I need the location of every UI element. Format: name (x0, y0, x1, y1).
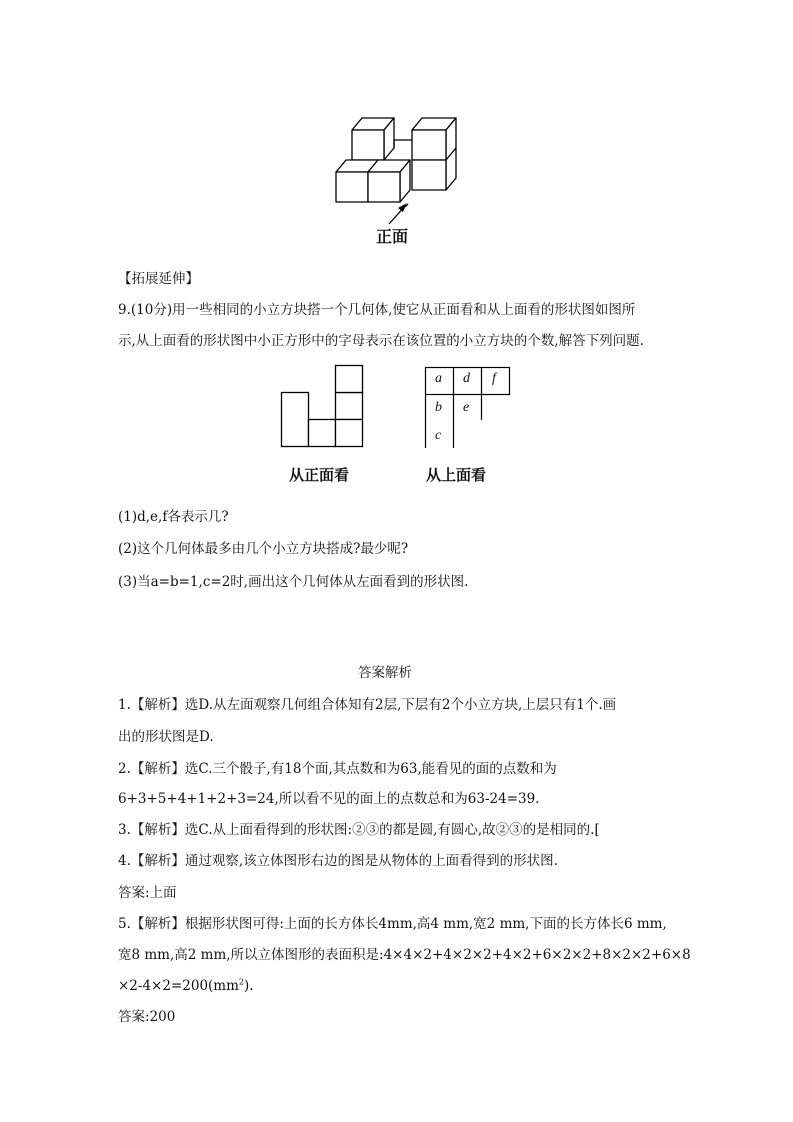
answer-5-line3 (118, 977, 254, 995)
answer-4-answer: 答案:上面 (118, 885, 177, 901)
grid-letter-e: e (463, 400, 470, 415)
front-arrow-icon (385, 200, 415, 228)
answer-3-line1: 3.【解析】选C.从上面看得到的形状图:②③的都是圆,有圆心,故②③的是相同的.[ (118, 822, 600, 838)
problem9-line2: 示,从上面看的形状图中小正方形中的字母表示在该位置的小立方块的个数,解答下列问题. (118, 333, 644, 349)
answer-5-line2: 宽8 mm,高2 mm,所以立体图形的表面积是:4×4×2+4×2×2+4×2+6×2×2+8×2×2+6×8 (118, 947, 691, 963)
answers-title: 答案解析 (358, 665, 412, 681)
answer-2-line2: 6+3+5+4+1+2+3=24,所以看不见的面上的点数总和为63-24=39. (118, 791, 540, 807)
answer-1-line1: 1.【解析】选D.从左面观察几何组合体知有2层,下层有2个小立方块,上层只有1个.画 (118, 697, 617, 713)
question-2: (2)这个几何体最多由几个小立方块搭成?最少呢? (118, 541, 409, 557)
cube-stack-figure (330, 112, 465, 207)
answer-1-line2: 出的形状图是D. (118, 729, 214, 745)
front-caption: 正面 (376, 227, 409, 246)
question-1: (1)d,e,f各表示几? (118, 509, 229, 525)
problem9-line1: 9.(10分)用一些相同的小立方块搭一个几何体,使它从正面看和从上面看的形状图如图所 (118, 302, 636, 318)
answer-4-line1: 4.【解析】通过观察,该立体图形右边的图是从物体的上面看得到的形状图. (118, 853, 558, 869)
answer-2-line1: 2.【解析】选C.三个骰子,有18个面,其点数和为63,能看见的面的点数和为 (118, 761, 557, 777)
front-view-caption: 从正面看 (289, 466, 350, 484)
answer-5-line3-pre: ×2-4×2=200(mm (118, 978, 239, 994)
grid-letter-d: d (463, 371, 470, 386)
answer-5-superscript: 2 (238, 977, 244, 987)
answer-5-answer: 答案:200 (118, 1009, 176, 1025)
answer-5-line1: 5.【解析】根据形状图可得:上面的长方体长4mm,高4 mm,宽2 mm,下面的长方体长6 mm, (118, 916, 667, 932)
grid-letter-f: f (492, 371, 496, 386)
grid-letter-a: a (435, 371, 442, 386)
grid-letter-c: c (435, 428, 442, 443)
front-view-figure (280, 363, 366, 449)
section-heading: 【拓展延伸】 (118, 271, 199, 287)
grid-letter-b: b (435, 400, 442, 415)
top-view-caption: 从上面看 (426, 466, 487, 484)
answer-5-line3-post: ). (244, 978, 254, 994)
question-3: (3)当a=b=1,c=2时,画出这个几何体从左面看到的形状图. (118, 574, 469, 590)
